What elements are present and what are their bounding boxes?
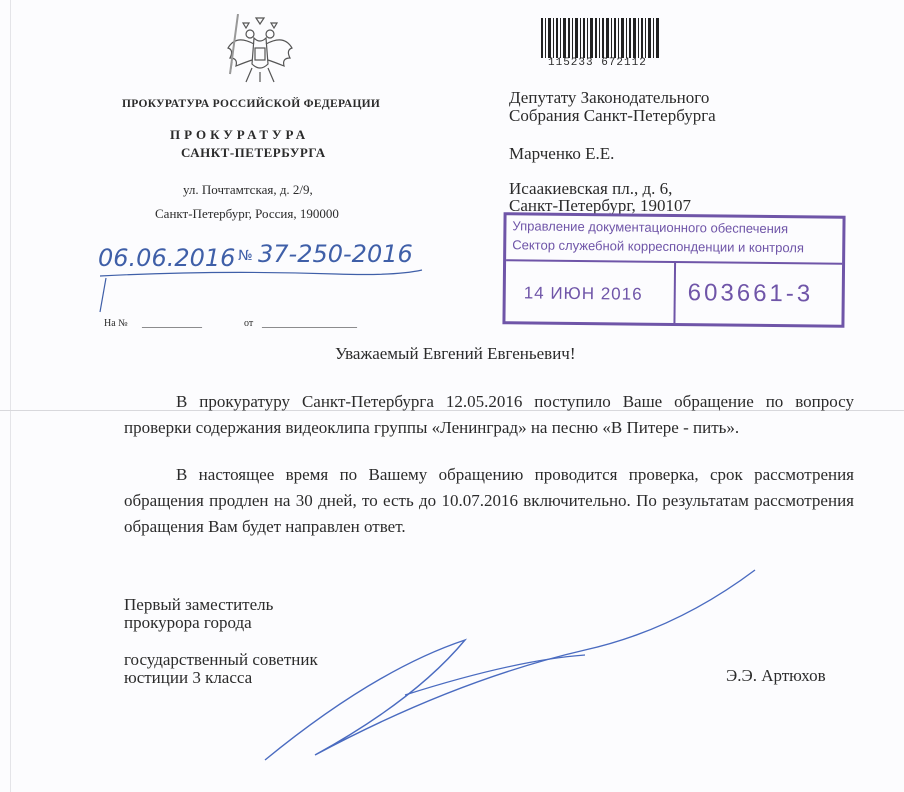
- org-name-city: САНКТ-ПЕТЕРБУРГА: [181, 145, 326, 160]
- org-name-federal: ПРОКУРАТУРА РОССИЙСКОЙ ФЕДЕРАЦИИ: [122, 98, 381, 110]
- stamp-divider-vertical: [673, 263, 676, 323]
- coat-of-arms-icon: [222, 14, 298, 90]
- registration-stamp: [502, 212, 845, 328]
- outgoing-number: 37-250-2016: [258, 240, 413, 268]
- addressee-title-2: Собрания Санкт-Петербурга: [509, 106, 716, 125]
- from-label: от: [244, 318, 254, 329]
- signer-rank-1: государственный советник: [124, 650, 318, 669]
- page-edge: [10, 0, 11, 792]
- reply-to-blank: ____________: [142, 318, 202, 329]
- barcode-number: 115233 672112: [548, 57, 647, 69]
- org-address-street: ул. Почтамтская, д. 2/9,: [183, 182, 313, 197]
- addressee-name: Марченко Е.Е.: [509, 144, 615, 163]
- body-paragraph-2: В настоящее время по Вашему обращению проводится проверка, срок рассмотрения обращения продлен на 30 дней, то есть до 10.07.2016 включительно. По результатам рассмотрения обращения Вам будет направлен ответ.: [124, 465, 854, 536]
- signer-name: Э.Э. Артюхов: [726, 666, 826, 685]
- number-sign: №: [238, 248, 253, 264]
- addressee-title-1: Депутату Законодательного: [509, 88, 710, 107]
- reply-to-label: На №: [104, 318, 128, 329]
- addressee-address-1: Исаакиевская пл., д. 6,: [509, 179, 673, 198]
- body-paragraph-1: В прокуратуру Санкт-Петербурга 12.05.2016 поступило Ваше обращение по вопросу проверки содержания видеоклипа группы «Ленинград» на песню «В Питере - пить».: [124, 392, 854, 437]
- from-blank: ___________________: [262, 318, 357, 329]
- stamp-date: 14 ИЮН 2016: [523, 283, 643, 304]
- stamp-number: 603661-3: [687, 279, 814, 308]
- stamp-sector: Сектор служебной корреспонденции и контроля: [512, 237, 805, 256]
- handwritten-underline: [96, 268, 426, 318]
- handwritten-signature: [255, 560, 775, 770]
- signer-position-1: Первый заместитель: [124, 595, 274, 614]
- signer-rank-2: юстиции 3 класса: [124, 668, 253, 687]
- org-name-title: ПРОКУРАТУРА: [170, 127, 310, 142]
- org-address-city: Санкт-Петербург, Россия, 190000: [155, 206, 339, 221]
- greeting: Уважаемый Евгений Евгеньевич!: [335, 344, 576, 363]
- addressee-address-2: Санкт-Петербург, 190107: [509, 196, 691, 215]
- stamp-department: Управление документационного обеспечения: [512, 218, 789, 237]
- outgoing-date: 06.06.2016: [98, 244, 236, 272]
- barcode-icon: [541, 18, 659, 58]
- signer-position-2: прокурора города: [124, 613, 252, 632]
